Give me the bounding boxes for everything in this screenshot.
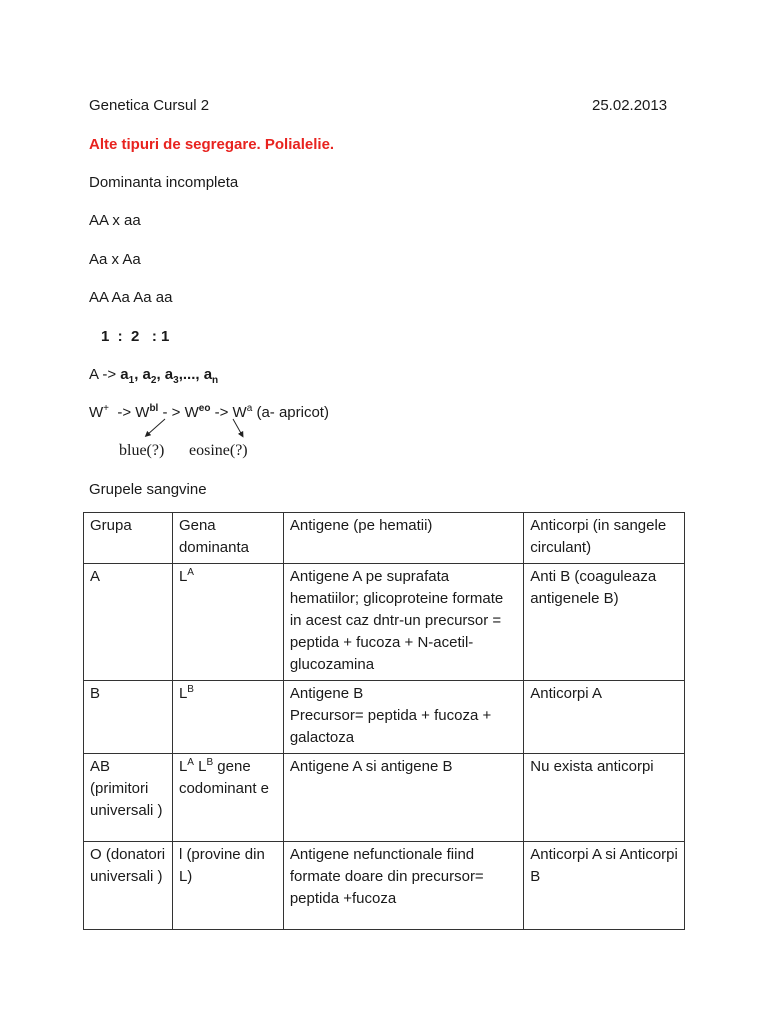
cross-line-1: AA x aa: [89, 212, 141, 229]
cell-gene: l (provine din L): [172, 842, 283, 930]
cell-group: B: [84, 681, 173, 754]
cell-antibodies: Anticorpi A si Anticorpi B: [524, 842, 685, 930]
blood-groups-heading: Grupele sangvine: [89, 481, 207, 498]
cross-line-2: Aa x Aa: [89, 251, 141, 268]
ratio-line: 1 : 2 : 1: [101, 328, 170, 345]
incomplete-dominance-heading: Dominanta incompleta: [89, 174, 239, 191]
cell-group: AB (primitori universali ): [84, 754, 173, 842]
cell-group: O (donatori universali ): [84, 842, 173, 930]
header-gena: Gena dominanta: [172, 513, 283, 564]
cell-gene: $L^B$: [172, 681, 283, 754]
table-header-row: [84, 513, 685, 564]
table-row: [84, 842, 685, 930]
cell-antigens: Antigene nefunctionale fiind formate doare din precursor= peptida +fucoza: [283, 842, 523, 930]
genotypes-line: AA Aa Aa aa: [89, 289, 173, 306]
blood-groups-table: [83, 512, 685, 930]
alleles-series: $a_1$, $a_2$, $a_3$,..., $a_n$: [120, 366, 219, 386]
header-anticorpi: Anticorpi (in sangele circulant): [524, 513, 685, 564]
blue-label: blue(?): [119, 442, 165, 459]
section-subtitle: Alte tipuri de segregare. Polialelie.: [89, 136, 335, 153]
alleles-prefix: A ->: [89, 366, 121, 383]
eosine-label: eosine(?): [189, 442, 248, 459]
cell-gene: $L^A$: [172, 564, 283, 681]
cell-antigens: Antigene A si antigene B: [283, 754, 523, 842]
header-antigene: Antigene (pe hematii): [283, 513, 523, 564]
alleles-line: [89, 365, 218, 385]
header-grupa: Grupa: [84, 513, 173, 564]
cell-antigens: Antigene B Precursor= peptida + fucoza + galactoza: [283, 681, 523, 754]
table-row: [84, 681, 685, 754]
cell-group: A: [84, 564, 173, 681]
cell-antibodies: Anticorpi A: [524, 681, 685, 754]
course-title: Genetica Cursul 2: [89, 97, 210, 114]
cell-antigens: Antigene A pe suprafata hematiilor; glicoproteine formate in acest caz dntr-un precursor = peptida + fucoza + N-acetil-glucozamina: [283, 564, 523, 681]
course-date: 25.02.2013: [592, 97, 668, 114]
cell-antibodies: Anti B (coaguleaza antigenele B): [524, 564, 685, 681]
table-row: [84, 564, 685, 681]
branch-arrows-icon: [139, 415, 259, 441]
cell-antibodies: Nu exista anticorpi: [524, 754, 685, 842]
table-row: [84, 754, 685, 842]
w-allele-series: $W^+ -> W^{bl}$ - > $W^{eo} -> W^a$ (a- apricot): [89, 403, 329, 421]
cell-gene: $L^A$ $L^B$ gene codominant e: [172, 754, 283, 842]
